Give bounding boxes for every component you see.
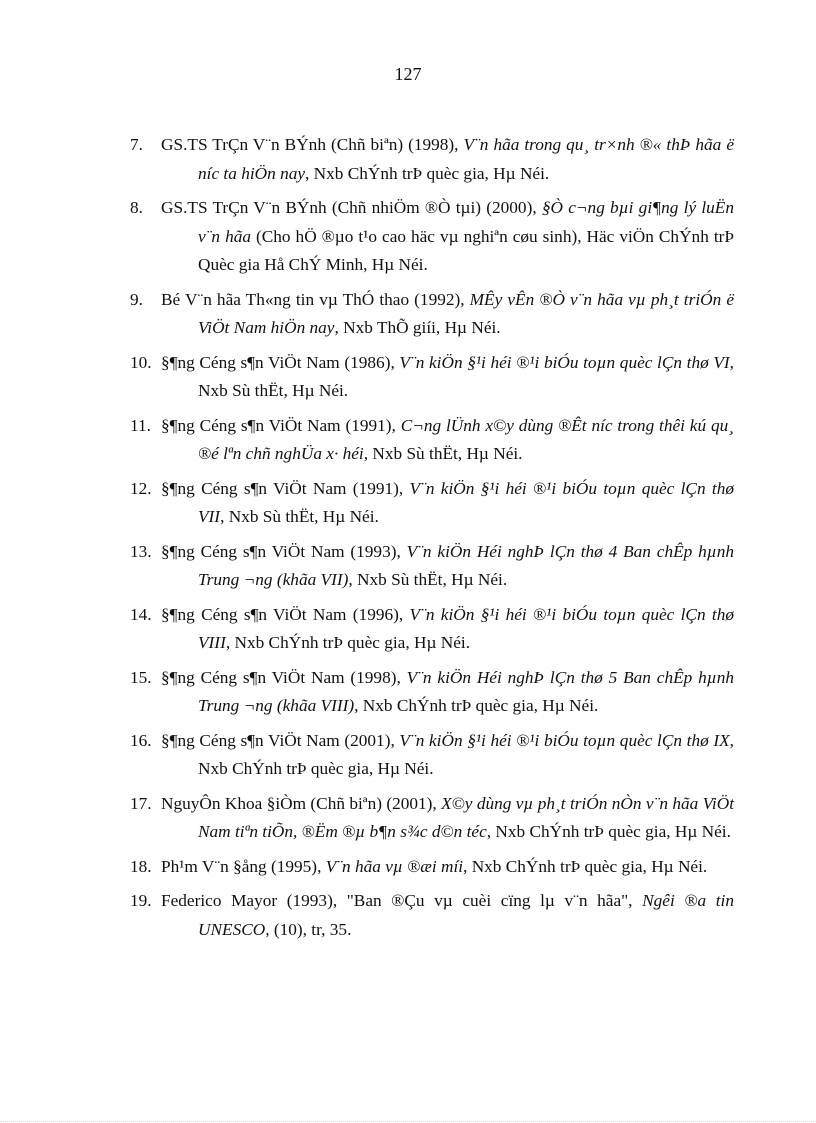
reference-title: Ngêi ®a tin UNESCO: [198, 891, 734, 939]
reference-detail: , Nxb ChÝnh trÞ quèc gia, Hµ Néi.: [305, 163, 550, 183]
reference-number: 19.: [130, 891, 152, 910]
reference-item: [130, 131, 734, 188]
reference-title: V¨n hãa trong qu¸ tr×nh ®« thÞ hãa ë níc ta hiÖn nay: [198, 135, 734, 183]
reference-title: V¨n kiÖn Héi nghÞ lÇn thø 4 Ban chÊp hµnh Trung ¬ng (khãa VII): [198, 541, 734, 589]
reference-detail: , Nxb Sù thËt, Hµ Néi.: [348, 570, 508, 589]
reference-number: 13.: [130, 541, 152, 561]
reference-detail: , Nxb Sù thËt, Hµ Néi.: [220, 507, 379, 526]
reference-detail: , Nxb ChÝnh trÞ quèc gia, Hµ Néi.: [486, 822, 731, 841]
reference-number: 7.: [130, 135, 143, 154]
reference-number: 16.: [130, 730, 152, 750]
reference-detail: , Nxb ChÝnh trÞ quèc gia, Hµ Néi.: [463, 856, 708, 876]
reference-title: V¨n kiÖn §¹i héi ®¹i biÓu toµn quèc lÇn thø VI: [399, 352, 730, 372]
reference-list: [130, 131, 734, 950]
reference-title: V¨n kiÖn §¹i héi ®¹i biÓu toµn quèc lÇn thø IX: [399, 730, 730, 750]
reference-title: §Ò c¬ng bµi gi¶ng lý luËn v¨n hãa: [198, 198, 734, 246]
reference-number: 17.: [130, 793, 152, 813]
reference-text: [161, 790, 735, 847]
reference-number: 9.: [130, 289, 143, 309]
reference-item: [130, 194, 734, 280]
reference-title: C¬ng lÜnh x©y dùng ®Êt níc trong thêi kú qu¸ ®é lªn chñ nghÜa x· héi: [198, 415, 734, 463]
reference-text: [161, 601, 734, 658]
reference-detail: §¶ng Céng s¶n ViÖt Nam (1991),: [161, 415, 401, 435]
reference-number: 12.: [130, 478, 152, 498]
reference-detail: , Nxb Sù thËt, Hµ Néi.: [363, 444, 523, 463]
reference-detail: , Nxb ChÝnh trÞ quèc gia, Hµ Néi.: [198, 730, 734, 778]
reference-text: [161, 664, 734, 721]
reference-detail: GS.TS TrÇn V¨n BÝnh (Chñ biªn) (1998),: [161, 135, 464, 154]
reference-text: [161, 412, 734, 469]
reference-item: [130, 286, 734, 343]
reference-text: [161, 194, 735, 280]
reference-number: 10.: [130, 352, 152, 372]
reference-detail: , (10), tr, 35.: [265, 919, 352, 939]
reference-item: [130, 853, 734, 882]
reference-item: [130, 664, 734, 721]
reference-text: [161, 538, 734, 595]
reference-detail: , Nxb ChÝnh trÞ quèc gia, Hµ Néi.: [354, 696, 599, 715]
reference-detail: §¶ng Céng s¶n ViÖt Nam (1996),: [161, 604, 410, 624]
reference-detail: §¶ng Céng s¶n ViÖt Nam (1993),: [161, 541, 407, 561]
reference-detail: GS.TS TrÇn V¨n BÝnh (Chñ nhiÖm ®Ò tµi) (2000),: [161, 198, 542, 217]
reference-item: [130, 727, 734, 784]
reference-text: [161, 349, 734, 406]
reference-title: V¨n kiÖn §¹i héi ®¹i biÓu toµn quèc lÇn thø VII: [198, 478, 734, 526]
reference-detail: Federico Mayor (1993), "Ban ®Çu vµ cuèi cïng lµ v¨n hãa",: [161, 891, 643, 910]
reference-title: V¨n hãa vµ ®æi míi: [325, 856, 464, 876]
reference-item: [130, 887, 734, 944]
reference-text: [161, 286, 734, 343]
reference-text: [161, 727, 734, 784]
reference-text: [161, 853, 734, 882]
reference-item: [130, 349, 734, 406]
reference-title: MÊy vÊn ®Ò v¨n hãa vµ ph¸t triÓn ë ViÖt Nam hiÖn nay: [198, 289, 734, 337]
reference-detail: , Nxb ChÝnh trÞ quèc gia, Hµ Néi.: [225, 633, 471, 652]
page-edge-divider: [0, 1121, 816, 1122]
reference-detail: , Nxb ThÕ giíi, Hµ Néi.: [334, 318, 501, 337]
reference-item: [130, 601, 734, 658]
reference-detail: Ph¹m V¨n §ång (1995),: [161, 856, 326, 876]
reference-number: 11.: [130, 415, 151, 435]
reference-detail: Bé V¨n hãa Th«ng tin vµ ThÓ thao (1992),: [161, 289, 470, 309]
reference-text: [161, 131, 734, 188]
reference-item: [130, 790, 734, 847]
reference-text: [161, 475, 734, 532]
reference-number: 14.: [130, 604, 152, 624]
reference-title: X©y dùng vµ ph¸t triÓn nÒn v¨n hãa ViÖt Nam tiªn tiÕn, ®Ëm ®µ b¶n s¾c d©n téc: [198, 793, 735, 841]
page-number: 127: [394, 64, 422, 84]
reference-title: V¨n kiÖn Héi nghÞ lÇn thø 5 Ban chÊp hµnh Trung ¬ng (khãa VIII): [198, 667, 734, 715]
reference-item: [130, 475, 734, 532]
reference-number: 18.: [130, 856, 152, 876]
reference-item: [130, 412, 734, 469]
reference-item: [130, 538, 734, 595]
reference-number: 8.: [130, 198, 143, 217]
reference-detail: (Cho hÖ ®µo t¹o cao häc vµ nghiªn cøu sinh), Häc viÖn ChÝnh trÞ Quèc gia Hå ChÝ Minh, Hµ Néi.: [198, 226, 735, 274]
reference-detail: §¶ng Céng s¶n ViÖt Nam (2001),: [161, 730, 400, 750]
reference-detail: NguyÔn Khoa §iÒm (Chñ biªn) (2001),: [161, 793, 442, 813]
reference-number: 15.: [130, 667, 152, 687]
reference-detail: §¶ng Céng s¶n ViÖt Nam (1998),: [161, 667, 407, 687]
reference-detail: §¶ng Céng s¶n ViÖt Nam (1991),: [161, 478, 410, 498]
reference-detail: , Nxb Sù thËt, Hµ Néi.: [198, 352, 734, 400]
reference-detail: §¶ng Céng s¶n ViÖt Nam (1986),: [161, 352, 400, 372]
reference-title: V¨n kiÖn §¹i héi ®¹i biÓu toµn quèc lÇn thø VIII: [198, 604, 734, 652]
reference-text: [161, 887, 734, 944]
